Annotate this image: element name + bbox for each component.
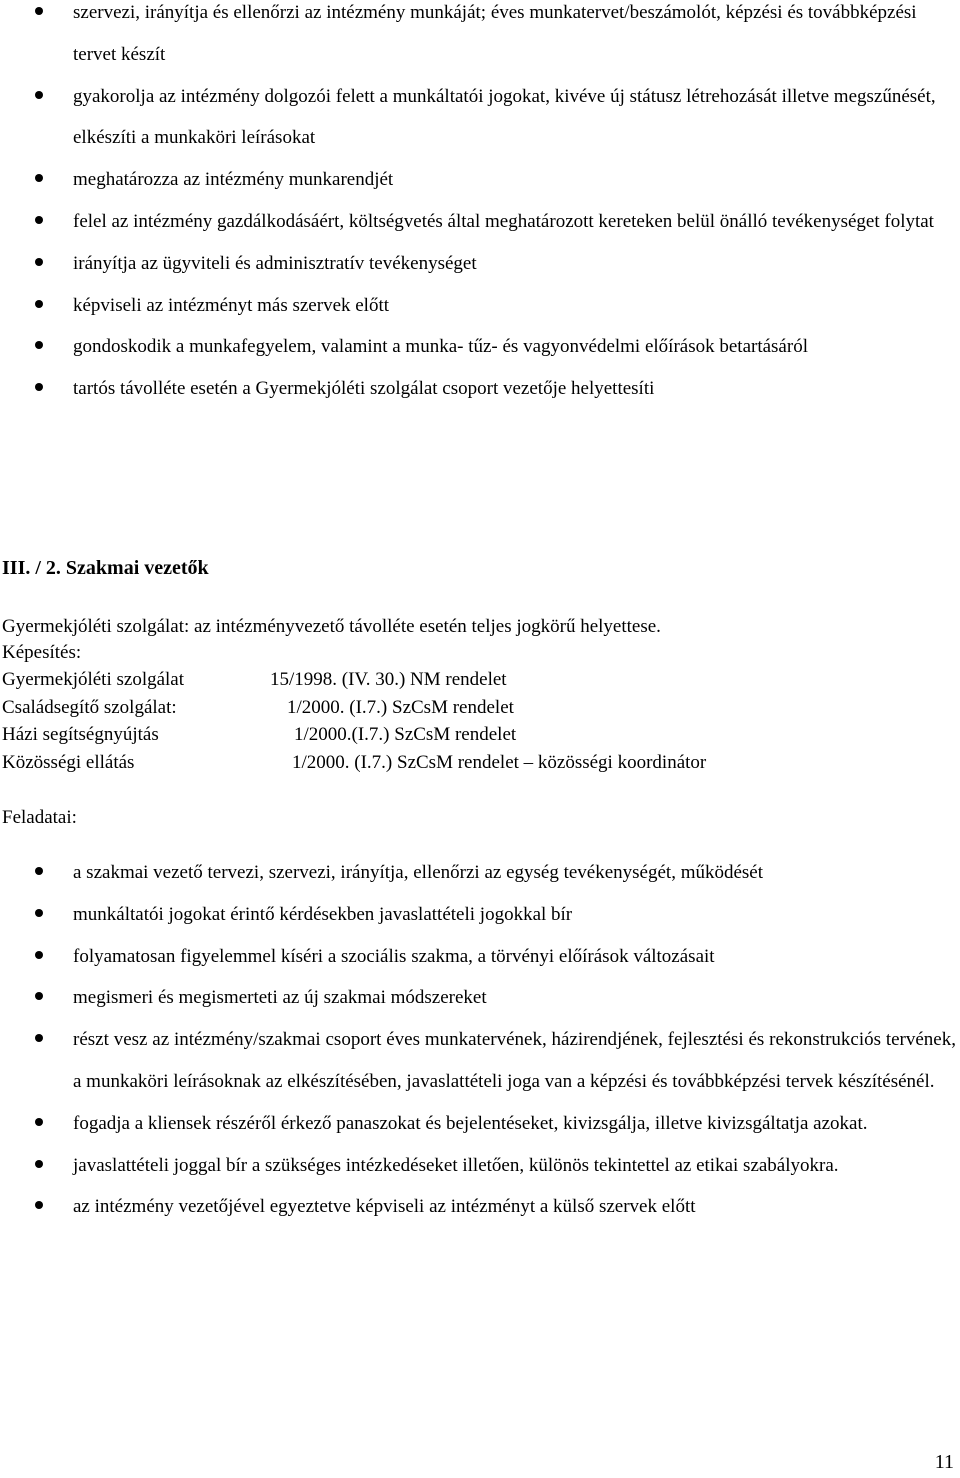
service-name: Családsegítő szolgálat: — [2, 696, 177, 718]
bullet-icon — [35, 867, 43, 875]
list-item-text: gyakorolja az intézmény dolgozói felett a munkáltatói jogokat, kivéve új státusz létrehozását illetve megszűnését, elkészíti a munkaköri leírásokat — [73, 85, 936, 149]
regulation-text: 15/1998. (IV. 30.) NM rendelet — [270, 669, 507, 690]
regulation-text: 1/2000. (I.7.) SzCsM rendelet — [287, 696, 514, 718]
bullet-icon — [35, 7, 43, 15]
bullet-icon — [35, 951, 43, 959]
bullet-icon — [35, 174, 43, 182]
bullet-icon — [35, 1160, 43, 1168]
bullet-icon — [35, 300, 43, 308]
list-item-text: javaslattételi joggal bír a szükséges intézkedéseket illetően, különös tekintettel az etikai szabályokra. — [73, 1154, 839, 1176]
list-item-text: felel az intézmény gazdálkodásáért, költségvetés által meghatározott kereteken belül önálló tevékenységet folytat — [73, 210, 934, 232]
bullet-icon — [35, 216, 43, 224]
list-item-text: képviseli az intézményt más szervek előtt — [73, 294, 390, 316]
page-number: 11 — [934, 1451, 954, 1473]
list-item — [0, 326, 960, 368]
bullet-icon — [35, 1118, 43, 1126]
service-name: Közösségi ellátás — [2, 751, 135, 773]
top-bullet-list — [0, 0, 960, 418]
bullet-icon — [35, 341, 43, 349]
bullet-icon — [35, 258, 43, 266]
list-item — [0, 0, 960, 76]
list-item — [0, 1019, 960, 1103]
list-item — [0, 894, 960, 936]
bullet-icon — [35, 383, 43, 391]
list-item — [0, 368, 960, 410]
bullet-icon — [35, 1034, 43, 1042]
list-item-text: munkáltatói jogokat érintő kérdésekben javaslattételi jogokkal bír — [73, 903, 573, 925]
list-item — [0, 936, 960, 978]
list-item-text: fogadja a kliensek részéről érkező panaszokat és bejelentéseket, kivizsgálja, illetve kivizsgáltatja azokat. — [73, 1112, 868, 1134]
regulation-text: 1/2000.(I.7.) SzCsM rendelet — [294, 724, 517, 745]
list-item-text: tartós távolléte esetén a Gyermekjóléti szolgálat csoport vezetője helyettesíti — [73, 378, 655, 400]
list-item-text: folyamatosan figyelemmel kíséri a szociális szakma, a törvényi előírások változásait — [73, 945, 715, 967]
tasks-label: Feladatai: — [2, 807, 77, 828]
list-item — [0, 1145, 960, 1187]
tasks-bullet-list — [0, 852, 960, 1228]
bullet-icon — [35, 992, 43, 1000]
list-item-text: gondoskodik a munkafegyelem, valamint a munka- tűz- és vagyonvédelmi előírások betartásáról — [73, 336, 808, 358]
list-item-text: az intézmény vezetőjével egyeztetve képviseli az intézményt a külső szervek előtt — [73, 1196, 696, 1218]
bullet-icon — [35, 909, 43, 917]
list-item — [0, 977, 960, 1019]
list-item — [0, 159, 960, 201]
list-item — [0, 1103, 960, 1145]
list-item — [0, 1186, 960, 1228]
list-item-text: a szakmai vezető tervezi, szervezi, irányítja, ellenőrzi az egység tevékenységét, működését — [73, 862, 764, 883]
list-item — [0, 76, 960, 160]
regulation-text: 1/2000. (I.7.) SzCsM rendelet – közösségi koordinátor — [292, 751, 707, 773]
list-item-text: irányítja az ügyviteli és adminisztratív tevékenységet — [73, 252, 477, 274]
bullet-icon — [35, 1201, 43, 1209]
list-item — [0, 243, 960, 285]
deputy-paragraph: Gyermekjóléti szolgálat: az intézményvezető távolléte esetén teljes jogkörű helyettese. — [2, 616, 661, 637]
list-item-text: szervezi, irányítja és ellenőrzi az intézmény munkáját; éves munkatervet/beszámolót, képzési és továbbképzési tervet készít — [73, 2, 917, 65]
list-item-text: meghatározza az intézmény munkarendjét — [73, 169, 394, 191]
list-item — [0, 285, 960, 327]
list-item — [0, 201, 960, 243]
qualification-label: Képesítés: — [2, 642, 82, 663]
bullet-icon — [35, 91, 43, 99]
list-item-text: részt vesz az intézmény/szakmai csoport éves munkatervének, házirendjének, fejlesztési és rekonstrukciós tervének, a munkaköri leírásoknak az elkészítésében, javaslattételi joga van a képzési és továbbképzési tervek készítésénél. — [73, 1029, 956, 1092]
service-name: Gyermekjóléti szolgálat — [2, 669, 185, 690]
list-item — [0, 852, 960, 894]
service-name: Házi segítségnyújtás — [2, 724, 159, 745]
section-heading: III. / 2. Szakmai vezetők — [2, 557, 209, 579]
list-item-text: megismeri és megismerteti az új szakmai módszereket — [73, 987, 487, 1009]
